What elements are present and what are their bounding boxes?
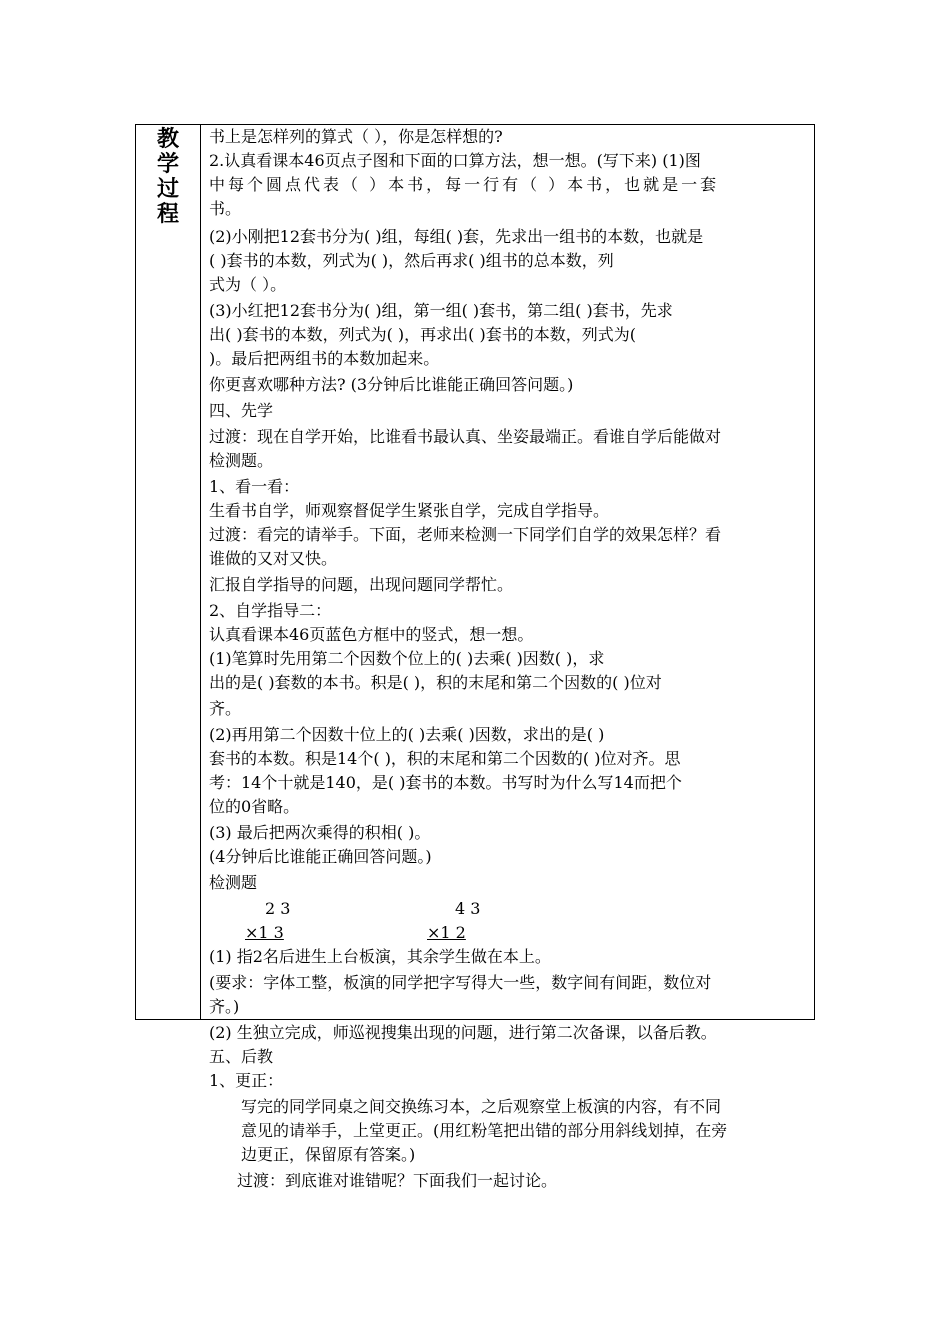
text-line: 生看书自学，师观察督促学生紧张自学，完成自学指导。 xyxy=(209,501,610,520)
text-line: 过渡：看完的请举手。下面，老师来检测一下同学们自学的效果怎样？看 xyxy=(209,525,722,544)
text-line: (3)小红把12套书分为( )组，第一组( )套书，第二组( )套书，先求 xyxy=(209,301,673,320)
text-line: (2)小刚把12套书分为( )组，每组( )套，先求出一组书的本数，也就是 xyxy=(209,227,704,246)
lesson-table xyxy=(135,124,815,1190)
text-line: )。最后把两组书的本数加起来。 xyxy=(209,349,440,368)
text-line: 你更喜欢哪种方法? (3分钟后比谁能正确回答问题。) xyxy=(209,375,574,394)
text-line: 位的0省略。 xyxy=(209,797,300,816)
text-line: (4分钟后比谁能正确回答问题。) xyxy=(209,847,432,866)
section-heading: 五、后教 xyxy=(209,1047,274,1066)
label-char: 教 xyxy=(156,126,179,152)
text-line: 中每个圆点代表（ ）本书，每一行有（ ）本书，也就是一套 xyxy=(209,175,720,194)
text-line: 认真看课本46页蓝色方框中的竖式，想一想。 xyxy=(209,625,534,644)
text-line: (要求：字体工整，板演的同学把字写得大一些，数字间有间距，数位对 xyxy=(209,973,712,992)
exercise-a-bottom: ×1 3 xyxy=(245,923,284,942)
text-line: 检测题。 xyxy=(209,451,274,470)
text-line: 考：14个十就是140，是( )套书的本数。书写时为什么写14而把个 xyxy=(209,773,682,792)
exercise-b-bottom: ×1 2 xyxy=(427,923,466,942)
text-line: (2)再用第二个因数十位上的( )去乘( )因数，求出的是( ) xyxy=(209,725,605,744)
text-line: 出( )套书的本数，列式为( )，再求出( )套书的本数，列式为( xyxy=(209,325,636,344)
text-line: 2.认真看课本46页点子图和下面的口算方法，想一想。(写下来) (1)图 xyxy=(209,151,701,170)
text-line: 边更正，保留原有答案。) xyxy=(241,1145,416,1164)
text-line: 书上是怎样列的算式（ ），你是怎样想的? xyxy=(209,127,503,146)
text-line: 2、自学指导二： xyxy=(209,601,332,620)
text-line: 过渡：到底谁对谁错呢？下面我们一起讨论。 xyxy=(237,1171,558,1190)
text-line: 套书的本数。积是14个( )，积的末尾和第二个因数的( )位对齐。思 xyxy=(209,749,681,768)
text-line: (3) 最后把两次乘得的积相( )。 xyxy=(209,823,431,842)
text-line: 书。 xyxy=(209,199,242,218)
text-line: 1、看一看： xyxy=(209,477,300,496)
text-line: 意见的请举手，上堂更正。(用红粉笔把出错的部分用斜线划掉，在旁 xyxy=(241,1121,728,1140)
text-line: 齐。) xyxy=(209,997,240,1016)
text-line: 写完的同学同桌之间交换练习本，之后观察堂上板演的内容，有不同 xyxy=(241,1097,722,1116)
section-heading: 四、先学 xyxy=(209,401,274,420)
text-line: ( )套书的本数，列式为( )，然后再求( )组书的总本数，列 xyxy=(209,251,614,270)
text-line: 式为（ ）。 xyxy=(209,275,287,294)
text-line: 齐。 xyxy=(209,699,242,718)
text-line: (1) 指2名后进生上台板演，其余学生做在本上。 xyxy=(209,947,551,966)
section-label xyxy=(136,127,200,227)
text-line: 1、更正： xyxy=(209,1071,284,1090)
text-line: 出的是( )套数的本书。积是( )，积的末尾和第二个因数的( )位对 xyxy=(209,673,662,692)
text-line: 谁做的又对又快。 xyxy=(209,549,338,568)
text-line: (2) 生独立完成，师巡视搜集出现的问题，进行第二次备课，以备后教。 xyxy=(209,1023,717,1042)
text-line: (1)笔算时先用第二个因数个位上的( )去乘( )因数( )，求 xyxy=(209,649,605,668)
text-line: 汇报自学指导的问题，出现问题同学帮忙。 xyxy=(209,575,514,594)
text-line: 检测题 xyxy=(209,873,258,892)
text-line: 过渡：现在自学开始，比谁看书最认真、坐姿最端正。看谁自学后能做对 xyxy=(209,427,722,446)
label-char: 过 xyxy=(156,176,179,202)
label-char: 程 xyxy=(156,201,179,227)
exercise-a-top: 2 3 xyxy=(265,899,291,918)
exercise-b-top: 4 3 xyxy=(455,899,481,918)
column-divider xyxy=(200,125,201,1019)
label-char: 学 xyxy=(156,151,179,177)
